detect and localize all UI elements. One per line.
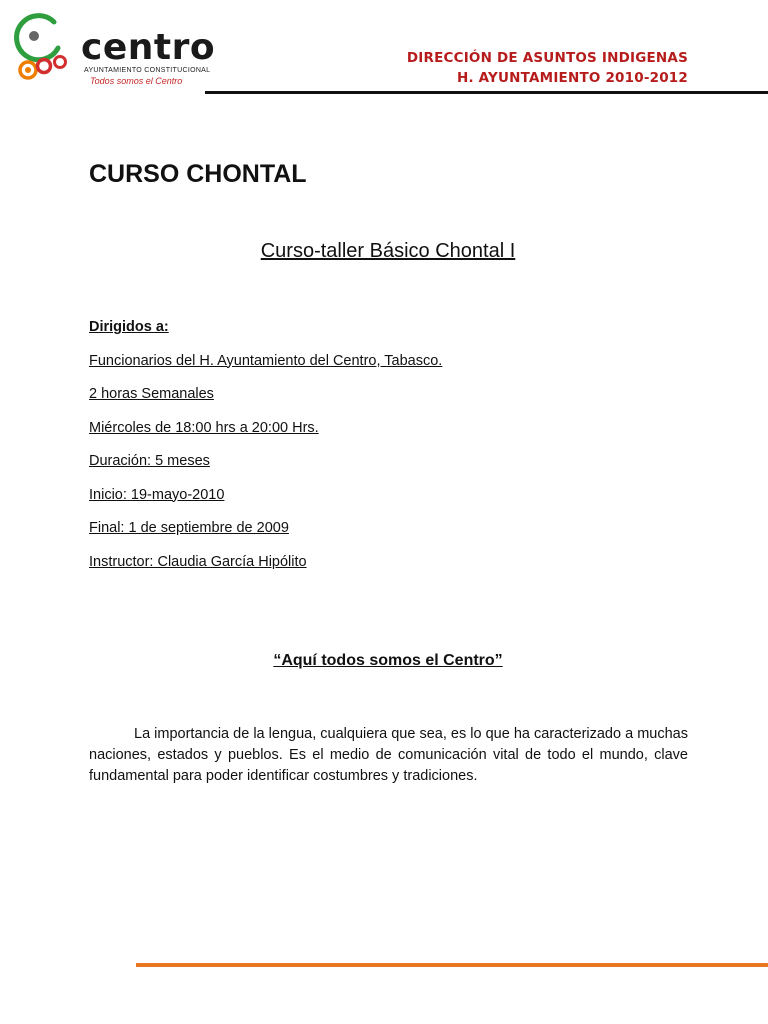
info-end: Final: 1 de septiembre de 2009 <box>89 520 289 536</box>
info-schedule: Miércoles de 18:00 hrs a 20:00 Hrs. <box>89 419 319 436</box>
header-institution <box>407 48 688 88</box>
course-info-list <box>89 316 442 584</box>
header-line-1: DIRECCIÓN DE ASUNTOS INDIGENAS <box>406 50 688 66</box>
course-subtitle: Curso-taller Básico Chontal I <box>260 240 516 262</box>
logo-subline: AYUNTAMIENTO CONSTITUCIONAL <box>84 67 211 74</box>
logo-tagline: Todos somos el Centro <box>90 76 183 86</box>
info-instructor: Instructor: Claudia García Hipólito <box>89 553 307 570</box>
info-hours: 2 horas Semanales <box>89 386 214 402</box>
info-audience: Funcionarios del H. Ayuntamiento del Centro, Tabasco. <box>89 352 443 369</box>
header-line-2: H. AYUNTAMIENTO 2010-2012 <box>456 70 688 86</box>
info-heading: Dirigidos a: <box>89 319 169 335</box>
logo-wordmark: centro <box>81 27 216 68</box>
motto: “Aquí todos somos el Centro” <box>273 652 503 669</box>
logo-circles-icon <box>8 8 84 88</box>
info-duration: Duración: 5 meses <box>89 453 210 469</box>
header-divider <box>205 91 768 94</box>
page-title: CURSO CHONTAL <box>89 160 307 188</box>
footer-divider <box>136 963 768 967</box>
centro-logo <box>8 8 216 88</box>
info-start: Inicio: 19-mayo-2010 <box>89 486 225 503</box>
body-paragraph: La importancia de la lengua, cualquiera que sea, es lo que ha caracterizado a muchas naciones, estados y pueblos. Es el medio de comunicación vital de todo el mundo, clave fundamental para poder identificar costumbres y tradiciones. <box>89 726 688 784</box>
